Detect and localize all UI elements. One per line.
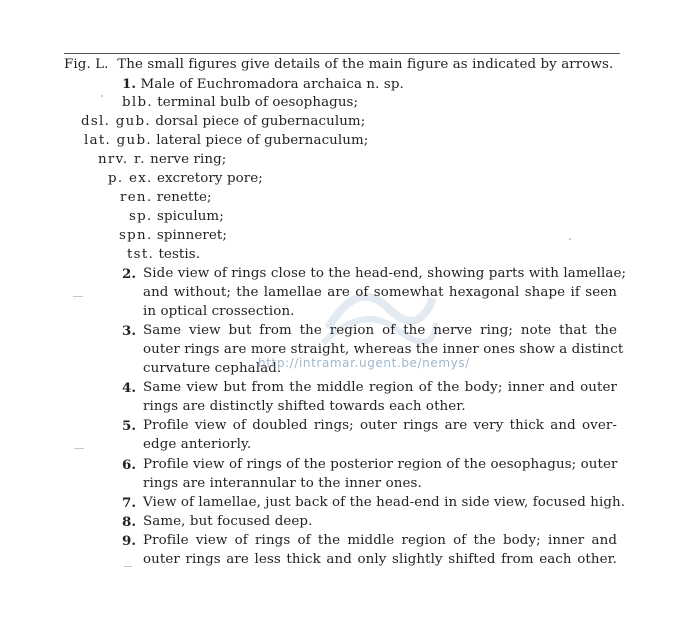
scan-artifact: [74, 448, 84, 449]
abbreviation-row: [122, 94, 358, 112]
item-number: 7.: [122, 495, 137, 511]
abbreviation: sp.: [129, 209, 153, 224]
item-number: 6.: [122, 457, 137, 473]
item-text-line: rings are interannular to the inner ones.: [143, 476, 422, 491]
item-number: 5.: [122, 418, 137, 434]
item-number: 1.: [122, 76, 137, 92]
abbreviation-text: spinneret;: [156, 228, 228, 243]
abbreviation-row: [108, 170, 263, 188]
item-text-line: Side view of rings close to the head-end, showing parts with lamellae;: [143, 266, 627, 281]
abbreviation-row: [127, 246, 200, 264]
abbreviation: p. ex.: [108, 171, 153, 186]
item-text-line: edge anteriorly.: [143, 437, 252, 452]
caption-intro: The small figures give details of the main figure as indicated by arrows.: [117, 57, 614, 72]
item-text-line: Profile view of rings of the middle region of the body; inner and: [143, 533, 617, 548]
abbreviation: nrv. r.: [98, 152, 146, 167]
figure-label: Fig. L.: [64, 57, 109, 72]
abbreviation-text: renette;: [156, 190, 212, 205]
abbreviation: blb.: [122, 95, 153, 110]
item-text-line: Profile view of rings of the posterior region of the oesophagus; outer: [143, 457, 618, 472]
item-number: 2.: [122, 266, 137, 282]
watermark-url: http://intramar.ugent.be/nemys/: [258, 356, 470, 370]
abbreviation-text: terminal bulb of oesophagus;: [157, 95, 359, 110]
item-text-line: Same view but from the middle region of the body; inner and outer: [143, 380, 617, 395]
abbreviation-row: [84, 132, 368, 150]
top-rule: [64, 53, 620, 54]
item-text-line: curvature cephalad.: [143, 361, 282, 376]
abbreviation-text: spiculum;: [156, 209, 224, 224]
item-text-line: Same, but focused deep.: [143, 514, 313, 529]
item-text-line: outer rings are more straight, whereas the inner ones show a distinct: [143, 342, 624, 357]
item-number: 4.: [122, 380, 137, 396]
abbreviation: spn.: [119, 228, 153, 243]
abbreviation: lat. gub.: [84, 133, 152, 148]
item-number: 8.: [122, 514, 137, 530]
item-text-line: View of lamellae, just back of the head-end in side view, focused high.: [143, 495, 626, 510]
abbreviation-row: [81, 113, 365, 131]
abbreviation-row: [129, 208, 224, 226]
list-item: [122, 75, 404, 94]
abbreviation-row: [98, 151, 226, 169]
item-number: 3.: [122, 323, 137, 339]
item-text-line: Same view but from the region of the nerve ring; note that the: [143, 323, 617, 338]
abbreviation-text: nerve ring;: [150, 152, 227, 167]
item-text-line: Profile view of doubled rings; outer rings are very thick and over-: [143, 418, 617, 433]
scan-artifact: [124, 566, 132, 567]
abbreviation-row: [119, 227, 227, 245]
caption-intro-line: [64, 56, 613, 74]
abbreviation: ren.: [120, 190, 153, 205]
item-text: Male of Euchromadora archaica n. sp.: [140, 77, 404, 92]
abbreviation-text: dorsal piece of gubernaculum;: [155, 114, 366, 129]
scan-artifact: [73, 296, 83, 297]
item-number: 9.: [122, 533, 137, 549]
abbreviation-text: testis.: [158, 247, 201, 262]
item-text-line: rings are distinctly shifted towards each other.: [143, 399, 466, 414]
abbreviation: dsl. gub.: [81, 114, 151, 129]
scan-speck: [101, 95, 103, 97]
abbreviation: tst.: [127, 247, 155, 262]
abbreviation-row: [120, 189, 212, 207]
abbreviation-text: excretory pore;: [156, 171, 263, 186]
item-text-line: and without; the lamellae are of somewhat hexagonal shape if seen: [143, 285, 617, 300]
abbreviation-text: lateral piece of gubernaculum;: [156, 133, 369, 148]
item-text-line: outer rings are less thick and only slightly shifted from each other.: [143, 552, 617, 567]
item-text-line: in optical crossection.: [143, 304, 295, 319]
scan-speck: [569, 238, 571, 240]
